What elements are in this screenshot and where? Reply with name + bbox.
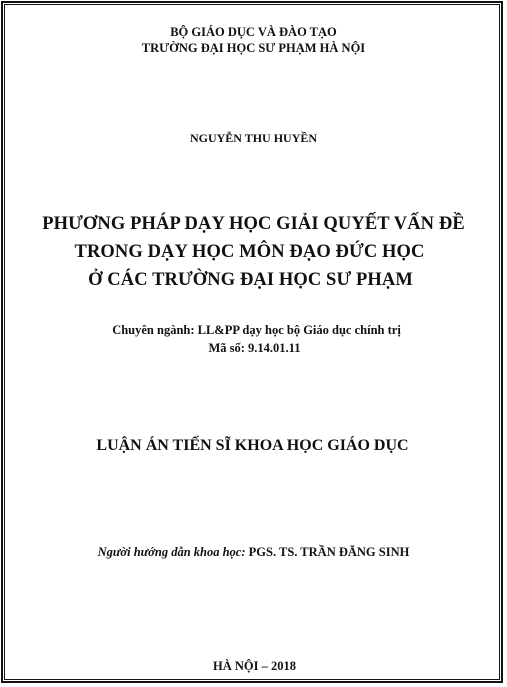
thesis-title-line-1: PHƯƠNG PHÁP DẠY HỌC GIẢI QUYẾT VẤN ĐỀ <box>42 214 465 234</box>
major-code: Mã số: 9.14.01.11 <box>208 341 301 355</box>
advisor-line <box>0 545 507 560</box>
university-name: TRƯỜNG ĐẠI HỌC SƯ PHẠM HÀ NỘI <box>141 41 366 55</box>
author-name: NGUYỄN THU HUYỀN <box>189 131 318 145</box>
advisor-name: PGS. TS. TRẦN ĐĂNG SINH <box>245 545 410 559</box>
place-and-year: HÀ NỘI – 2018 <box>213 659 296 673</box>
degree-title: LUẬN ÁN TIẾN SĨ KHOA HỌC GIÁO DỤC <box>96 437 409 454</box>
thesis-title-line-3: Ở CÁC TRƯỜNG ĐẠI HỌC SƯ PHẠM <box>88 270 413 290</box>
ministry-name: BỘ GIÁO DỤC VÀ ĐÀO TẠO <box>170 25 337 39</box>
major-field: Chuyên ngành: LL&PP dạy học bộ Giáo dục chính trị <box>112 323 401 337</box>
thesis-title-line-2: TRONG DẠY HỌC MÔN ĐẠO ĐỨC HỌC <box>74 242 425 262</box>
advisor-label: Người hướng dẫn khoa học: <box>97 545 246 559</box>
